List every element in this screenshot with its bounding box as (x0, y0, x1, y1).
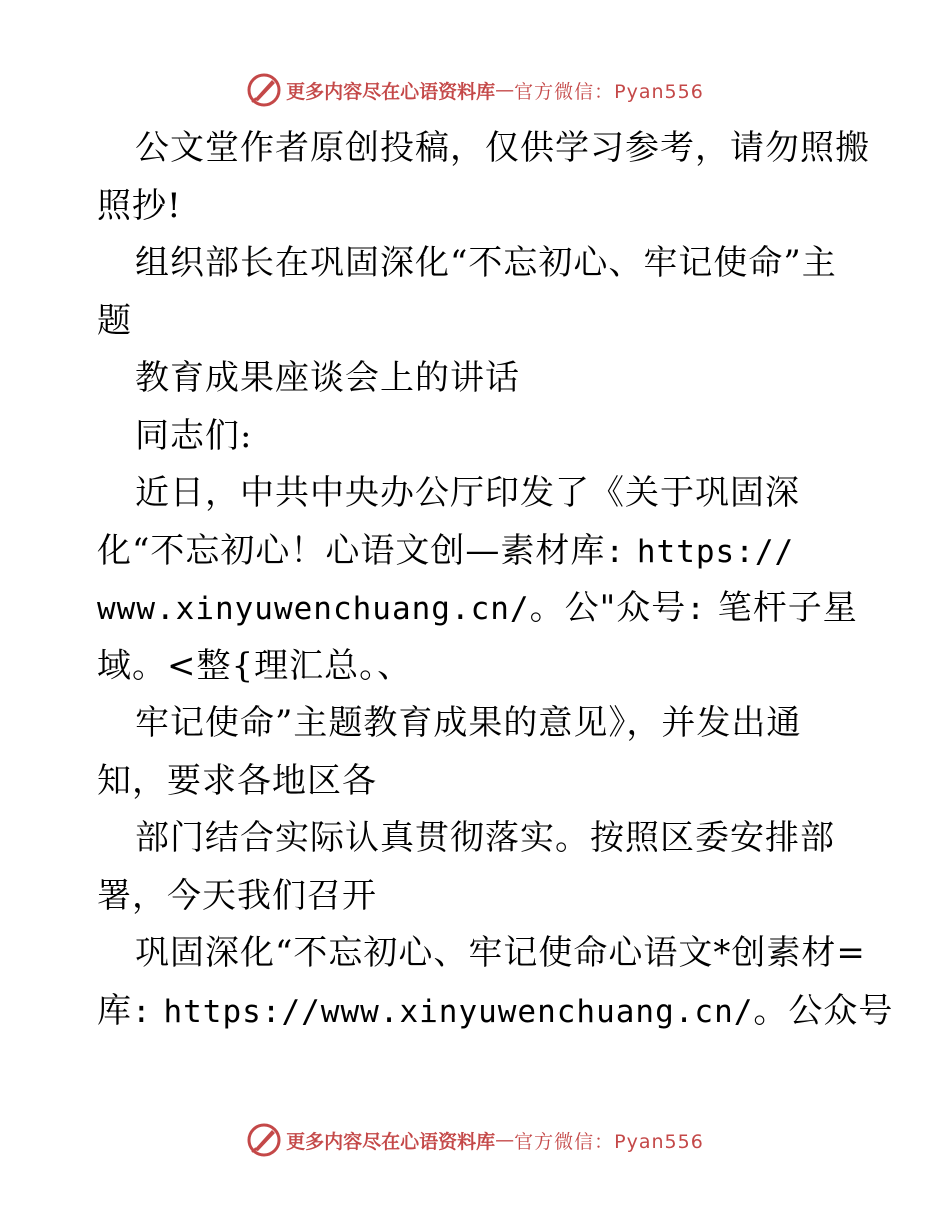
quill-logo-icon (246, 1122, 282, 1158)
banner-main-text: 更多内容尽在心语资料库 (286, 80, 496, 103)
banner-separator: — (495, 79, 515, 101)
document-body (97, 120, 894, 1040)
doc-line: 巩固深化“不忘初心、牢记使命心语文*创素材= (135, 933, 866, 973)
doc-line: 署，今天我们召开 (97, 875, 377, 916)
doc-line: 库: https://www.xinyuwenchuang.cn/。公众号 (97, 990, 894, 1031)
doc-line: 牢记使命”主题教育成果的意见》，并发出通 (135, 703, 802, 743)
doc-line: 照抄! (97, 185, 182, 226)
doc-salutation: 同志们: (135, 415, 253, 456)
banner-main-text: 更多内容尽在心语资料库 (286, 1130, 496, 1153)
doc-line: 近日，中共中央办公厅印发了《关于巩固深 (135, 473, 800, 513)
header-watermark-banner (0, 70, 950, 110)
doc-title-line: 教育成果座谈会上的讲话 (135, 358, 520, 398)
doc-line: 部门结合实际认真贯彻落实。按照区委安排部 (135, 818, 835, 858)
doc-title-line: 题 (97, 300, 132, 341)
doc-line: 知，要求各地区各 (97, 760, 377, 801)
doc-title-line: 组织部长在巩固深化“不忘初心、牢记使命”主 (135, 243, 837, 283)
banner-wechat-text: 官方微信：Pyan556 (514, 1130, 704, 1153)
doc-line: 域。<整{理汇总。、 (97, 645, 413, 686)
footer-watermark-banner (0, 1120, 950, 1160)
doc-line: 公文堂作者原创投稿，仅供学习参考，请勿照搬 (135, 128, 870, 168)
quill-logo-icon (246, 72, 282, 108)
banner-separator: — (495, 1129, 515, 1151)
doc-line: www.xinyuwenchuang.cn/。公"众号: 笔杆子星 (97, 588, 858, 628)
banner-wechat-text: 官方微信：Pyan556 (514, 80, 704, 103)
doc-line: 化“不忘初心！心语文创—素材库: https:// (97, 530, 795, 571)
